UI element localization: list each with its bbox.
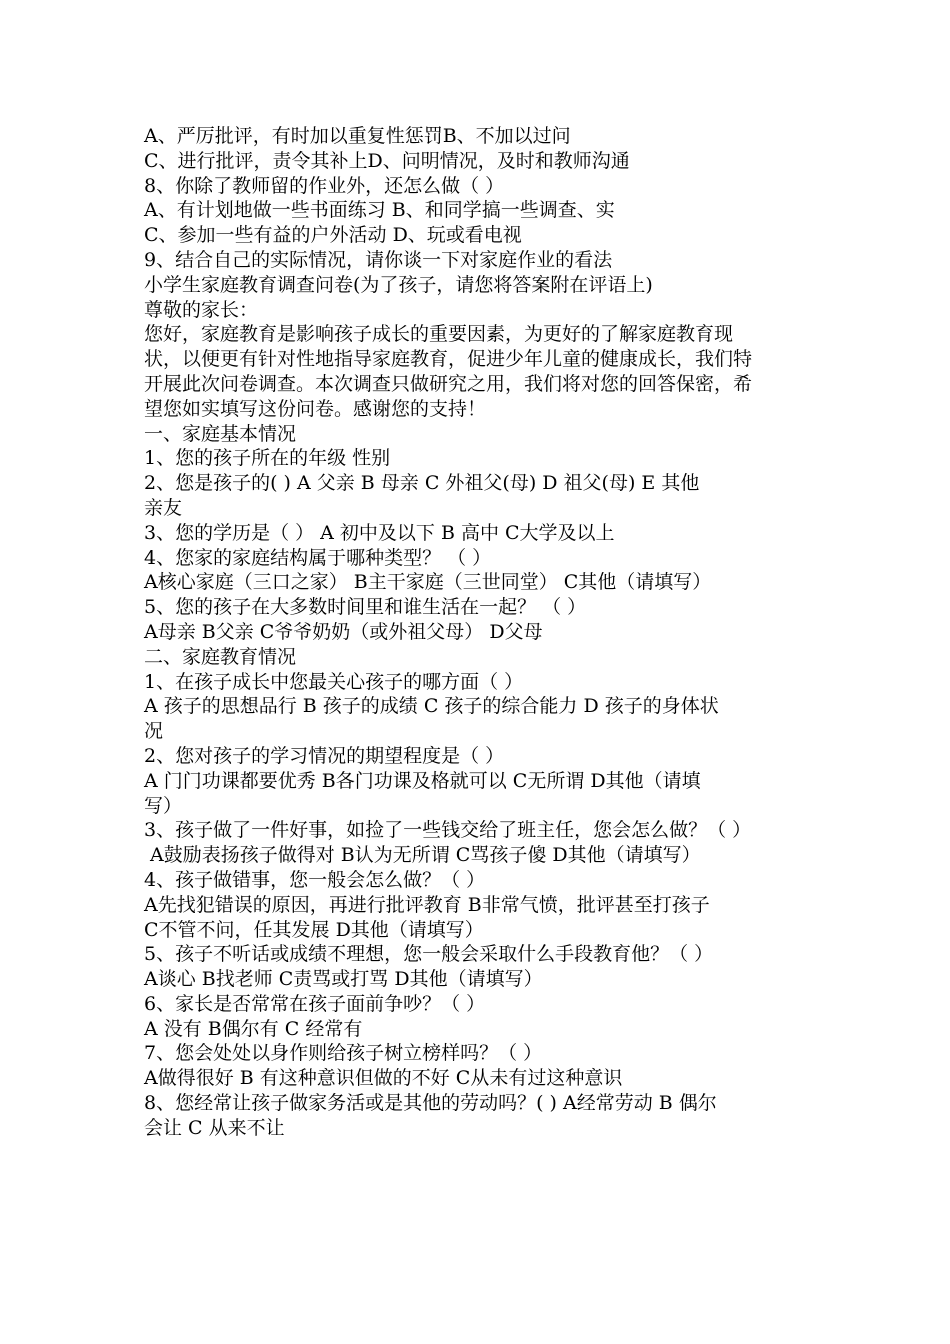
options-line: A鼓励表扬孩子做得对 B认为无所谓 C骂孩子傻 D其他（请填写） [144,844,701,867]
intro-line: 望您如实填写这份问卷。感谢您的支持！ [144,397,487,420]
question-line: 2、您是孩子的( ) A 父亲 B 母亲 C 外祖父(母) D 祖父(母) E 其他 [144,472,700,495]
options-line: 写） [144,794,183,817]
options-line: A 孩子的思想品行 B 孩子的成绩 C 孩子的综合能力 D 孩子的身体状 [144,695,719,718]
intro-line: 状，以便更有针对性地指导家庭教育，促进少年儿童的健康成长，我们特 [144,348,753,371]
question-line: 6、家长是否常常在孩子面前争吵？（ ） [144,992,486,1015]
options-line: A做得很好 B 有这种意识但做的不好 C从未有过这种意识 [144,1067,623,1090]
section-heading: 一、家庭基本情况 [144,422,297,445]
options-line: 况 [144,720,164,743]
survey-title: 小学生家庭教育调查问卷(为了孩子，请您将答案附在评语上) [144,273,653,296]
options-line: A先找犯错误的原因，再进行批评教育 B非常气愤，批评甚至打孩子 [144,893,710,916]
question-line: 4、孩子做错事，您一般会怎么做？（ ） [144,868,486,891]
options-line: A 门门功课都要优秀 B各门功课及格就可以 C无所谓 D其他（请填 [144,769,701,792]
text-line: 9、结合自己的实际情况，请你谈一下对家庭作业的看法 [144,248,613,271]
question-line: 亲友 [144,496,183,519]
options-line: A谈心 B找老师 C责骂或打骂 D其他（请填写） [144,968,543,991]
text-line: 8、你除了教师留的作业外，还怎么做（ ） [144,174,505,197]
text-line: C、参加一些有益的户外活动 D、玩或看电视 [144,224,522,247]
text-line: A、严厉批评，有时加以重复性惩罚B、不加以过问 [144,125,571,147]
options-line: 会让 C 从来不让 [144,1116,285,1139]
options-line: C不管不问，任其发展 D其他（请填写） [144,918,484,941]
section-heading: 二、家庭教育情况 [144,645,297,668]
question-line: 5、您的孩子在大多数时间里和谁生活在一起？ （ ） [144,596,587,619]
intro-line: 您好，家庭教育是影响孩子成长的重要因素，为更好的了解家庭教育现 [144,323,734,346]
options-line: A母亲 B父亲 C爷爷奶奶（或外祖父母） D父母 [144,620,543,643]
question-line: 5、孩子不听话或成绩不理想，您一般会采取什么手段教育他？（ ） [144,943,714,966]
question-line: 4、您家的家庭结构属于哪种类型？ （ ） [144,546,492,569]
options-line: A核心家庭（三口之家） B主干家庭（三世同堂） C其他（请填写） [144,571,712,594]
text-line: C、进行批评，责令其补上D、问明情况，及时和教师沟通 [144,149,630,172]
question-line: 1、您的孩子所在的年级 性别 [144,447,391,470]
question-line: 8、您经常让孩子做家务活或是其他的劳动吗？( ) A经常劳动 B 偶尔 [144,1092,717,1115]
question-line: 7、您会处处以身作则给孩子树立榜样吗？（ ） [144,1042,543,1065]
question-line: 2、您对孩子的学习情况的期望程度是（ ） [144,744,505,767]
intro-line: 开展此次问卷调查。本次调查只做研究之用，我们将对您的回答保密，希 [144,372,753,395]
salutation: 尊敬的家长： [144,298,259,321]
options-line: A 没有 B偶尔有 C 经常有 [144,1017,363,1040]
document-body [144,124,810,1141]
question-line: 3、孩子做了一件好事，如捡了一些钱交给了班主任，您会怎么做？（ ） [144,819,752,842]
question-line: 3、您的学历是（ ） A 初中及以下 B 高中 C大学及以上 [144,521,615,544]
text-line: A、有计划地做一些书面练习 B、和同学搞一些调查、实 [144,199,615,222]
question-line: 1、在孩子成长中您最关心孩子的哪方面（ ） [144,670,524,693]
